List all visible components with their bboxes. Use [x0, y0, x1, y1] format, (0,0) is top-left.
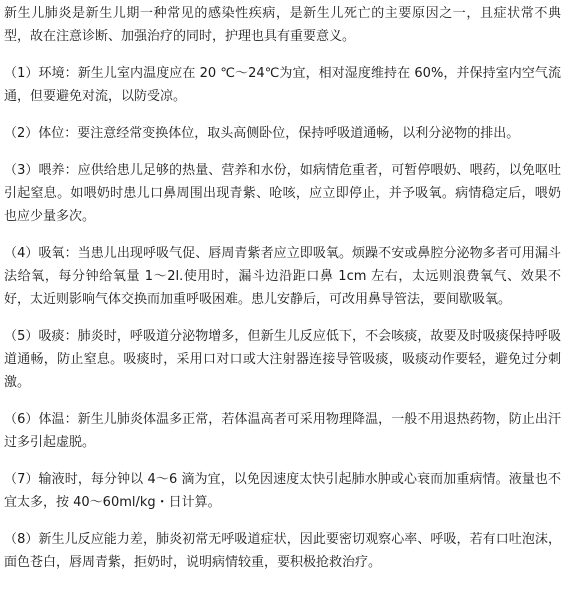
care-item-infusion: （7）输液时，每分钟以 4～6 滴为宜，以免因速度太快引起肺水肿或心衰而加重病情。液量也不宜太多，按 40～60ml/kg・日计算。: [4, 472, 561, 510]
care-item-suction: （5）吸痰：肺炎时，呼吸道分泌物增多，但新生儿反应低下，不会咳痰，故要及时吸痰保持呼吸道通畅，防止窒息。吸痰时，采用口对口或大注射器连接导管吸痰，吸痰动作要轻，避免过分刺激。: [4, 329, 561, 390]
care-item-observation: （8）新生儿反应能力差，肺炎初常无呼吸道症状，因此要密切观察心率、呼吸，若有口吐泡沫，面色苍白，唇周青紫，拒奶时，说明病情较重，要积极抢救治疗。: [4, 532, 561, 570]
care-item-position: （2）体位：要注意经常变换体位，取头高侧卧位，保持呼吸道通畅，以利分泌物的排出。: [4, 126, 520, 141]
care-item-oxygen: （4）吸氧：当患儿出现呼吸气促、唇周青紫者应立即吸氧。烦躁不安或鼻腔分泌物多者可用漏斗法给氧，每分钟给氧量 1～2l.使用时，漏斗边沿距口鼻 1cm 左右，太远则浪费氧气、效果不好，太近则影响气体交换而加重呼吸困难。患儿安静后，可改用鼻导管法，要间歇吸氧。: [4, 246, 561, 307]
care-item-environment: （1）环境：新生儿室内温度应在 20 ℃～24℃为宜，相对湿度维持在 60%，并保持室内空气流通，但要避免对流，以防受凉。: [4, 66, 561, 104]
article-body: [0, 2, 561, 574]
intro-paragraph: 新生儿肺炎是新生儿期一种常见的感染性疾病，是新生儿死亡的主要原因之一，且症状常不典型，故在注意诊断、加强治疗的同时，护理也具有重要意义。: [4, 6, 561, 44]
care-item-feeding: （3）喂养：应供给患儿足够的热量、营养和水份，如病情危重者，可暂停喂奶、喂药，以免呕吐引起窒息。如喂奶时患儿口鼻周围出现青紫、呛咳，应立即停止，并予吸氧。病情稳定后，喂奶也应少量多次。: [4, 163, 561, 224]
care-item-temperature: （6）体温：新生儿肺炎体温多正常，若体温高者可采用物理降温，一般不用退热药物，防止出汗过多引起虚脱。: [4, 412, 561, 450]
